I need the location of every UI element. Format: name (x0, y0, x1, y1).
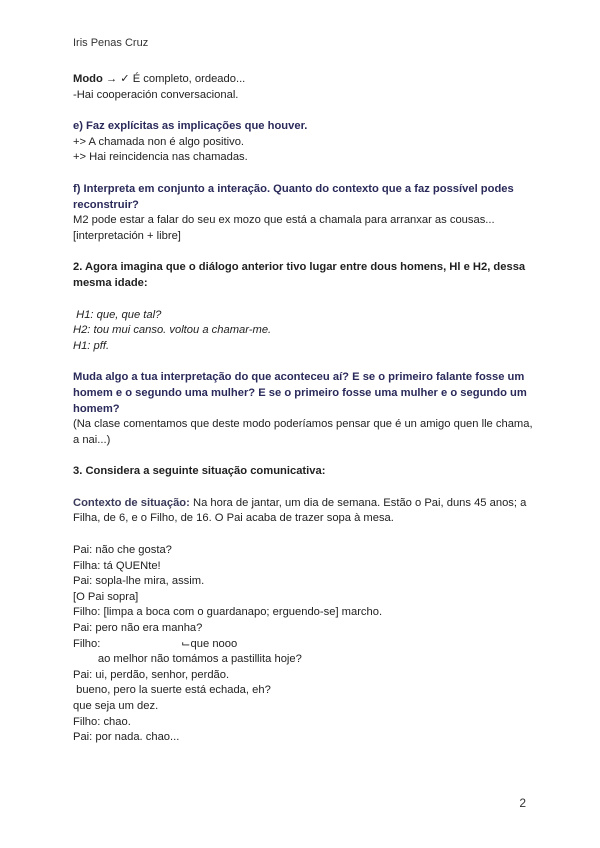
context-paragraph (73, 496, 533, 527)
question-f: f) Interpreta em conjunto a interação. Quanto do contexto que a faz possível podes reconstruir? (73, 182, 514, 211)
dialogue-line: Filho: [limpa a boca com o guardanapo; erguendo-se] marcho. (73, 606, 383, 619)
dialogue-line: Filho: ⌙que nooo (73, 637, 238, 650)
dialogue-line: Filho: chao. (73, 715, 131, 728)
page-number: 2 (519, 796, 526, 810)
author-header: Iris Penas Cruz (73, 37, 149, 49)
dialogue-line: Pai: por nada. chao... (73, 731, 180, 744)
answer-f2: [interpretación + libre] (73, 229, 181, 242)
dialogue-line: Pai: não che gosta? (73, 544, 172, 557)
dialogue-line: Pai: pero não era manha? (73, 622, 203, 635)
modo-line2: -Hai cooperación conversacional. (73, 88, 239, 101)
dialogue-line: Pai: ui, perdão, senhor, perdão. (73, 668, 230, 681)
dialogue-line: Filha: tá QUENte! (73, 559, 161, 572)
dialogue-line: ao melhor não tomámos a pastillita hoje? (73, 653, 302, 666)
question-e: e) Faz explícitas as implicações que houver. (73, 120, 308, 133)
question-muda: Muda algo a tua interpretação do que aconteceu aí? E se o primeiro falante fosse um homem e o segundo uma mulher? E se o primeiro fosse uma mulher e o segundo um homem? (73, 371, 527, 415)
dialogue-line: Pai: sopla-lhe mira, assim. (73, 575, 205, 588)
modo-text: É completo, ordeado... (129, 73, 246, 85)
dialogue-line: [O Pai sopra] (73, 590, 139, 603)
dialogue-line: bueno, pero la suerte está echada, eh? (73, 684, 271, 697)
context-text: Na hora de jantar, um dia de semana. Estão o Pai, duns 45 anos; a Filha, de 6, e o Filho, de 16. O Pai acaba de trazer sopa à mesa. (73, 496, 527, 525)
modo-line (73, 72, 533, 88)
document-body (73, 72, 533, 746)
modo-label: Modo → ✓ (73, 73, 130, 85)
dialogue-block (73, 543, 533, 746)
section-2-title: 2. Agora imagina que o diálogo anterior tivo lugar entre dous homens, Hl e H2, dessa mesma idade: (73, 261, 526, 289)
answer-e2: +> Hai reincidencia nas chamadas. (73, 151, 248, 164)
answer-f1: M2 pode estar a falar do seu ex mozo que está a chamala para arranxar as cousas... (73, 214, 495, 227)
dialogue-line: que seja um dez. (73, 700, 159, 712)
context-label: Contexto de situação: (73, 496, 190, 509)
dialogue-h1-a: H1: que, que tal? (73, 308, 162, 321)
answer-e1: +> A chamada non é algo positivo. (73, 135, 245, 148)
dialogue-h2: H2: tou mui canso. voltou a chamar-me. (73, 324, 272, 337)
section-3-title: 3. Considera a seguinte situação comunicativa: (73, 465, 326, 478)
answer-muda: (Na clase comentamos que deste modo poderíamos pensar que é un amigo quen lle chama, a nai...) (73, 418, 533, 446)
dialogue-h1-b: H1: pff. (73, 339, 110, 352)
